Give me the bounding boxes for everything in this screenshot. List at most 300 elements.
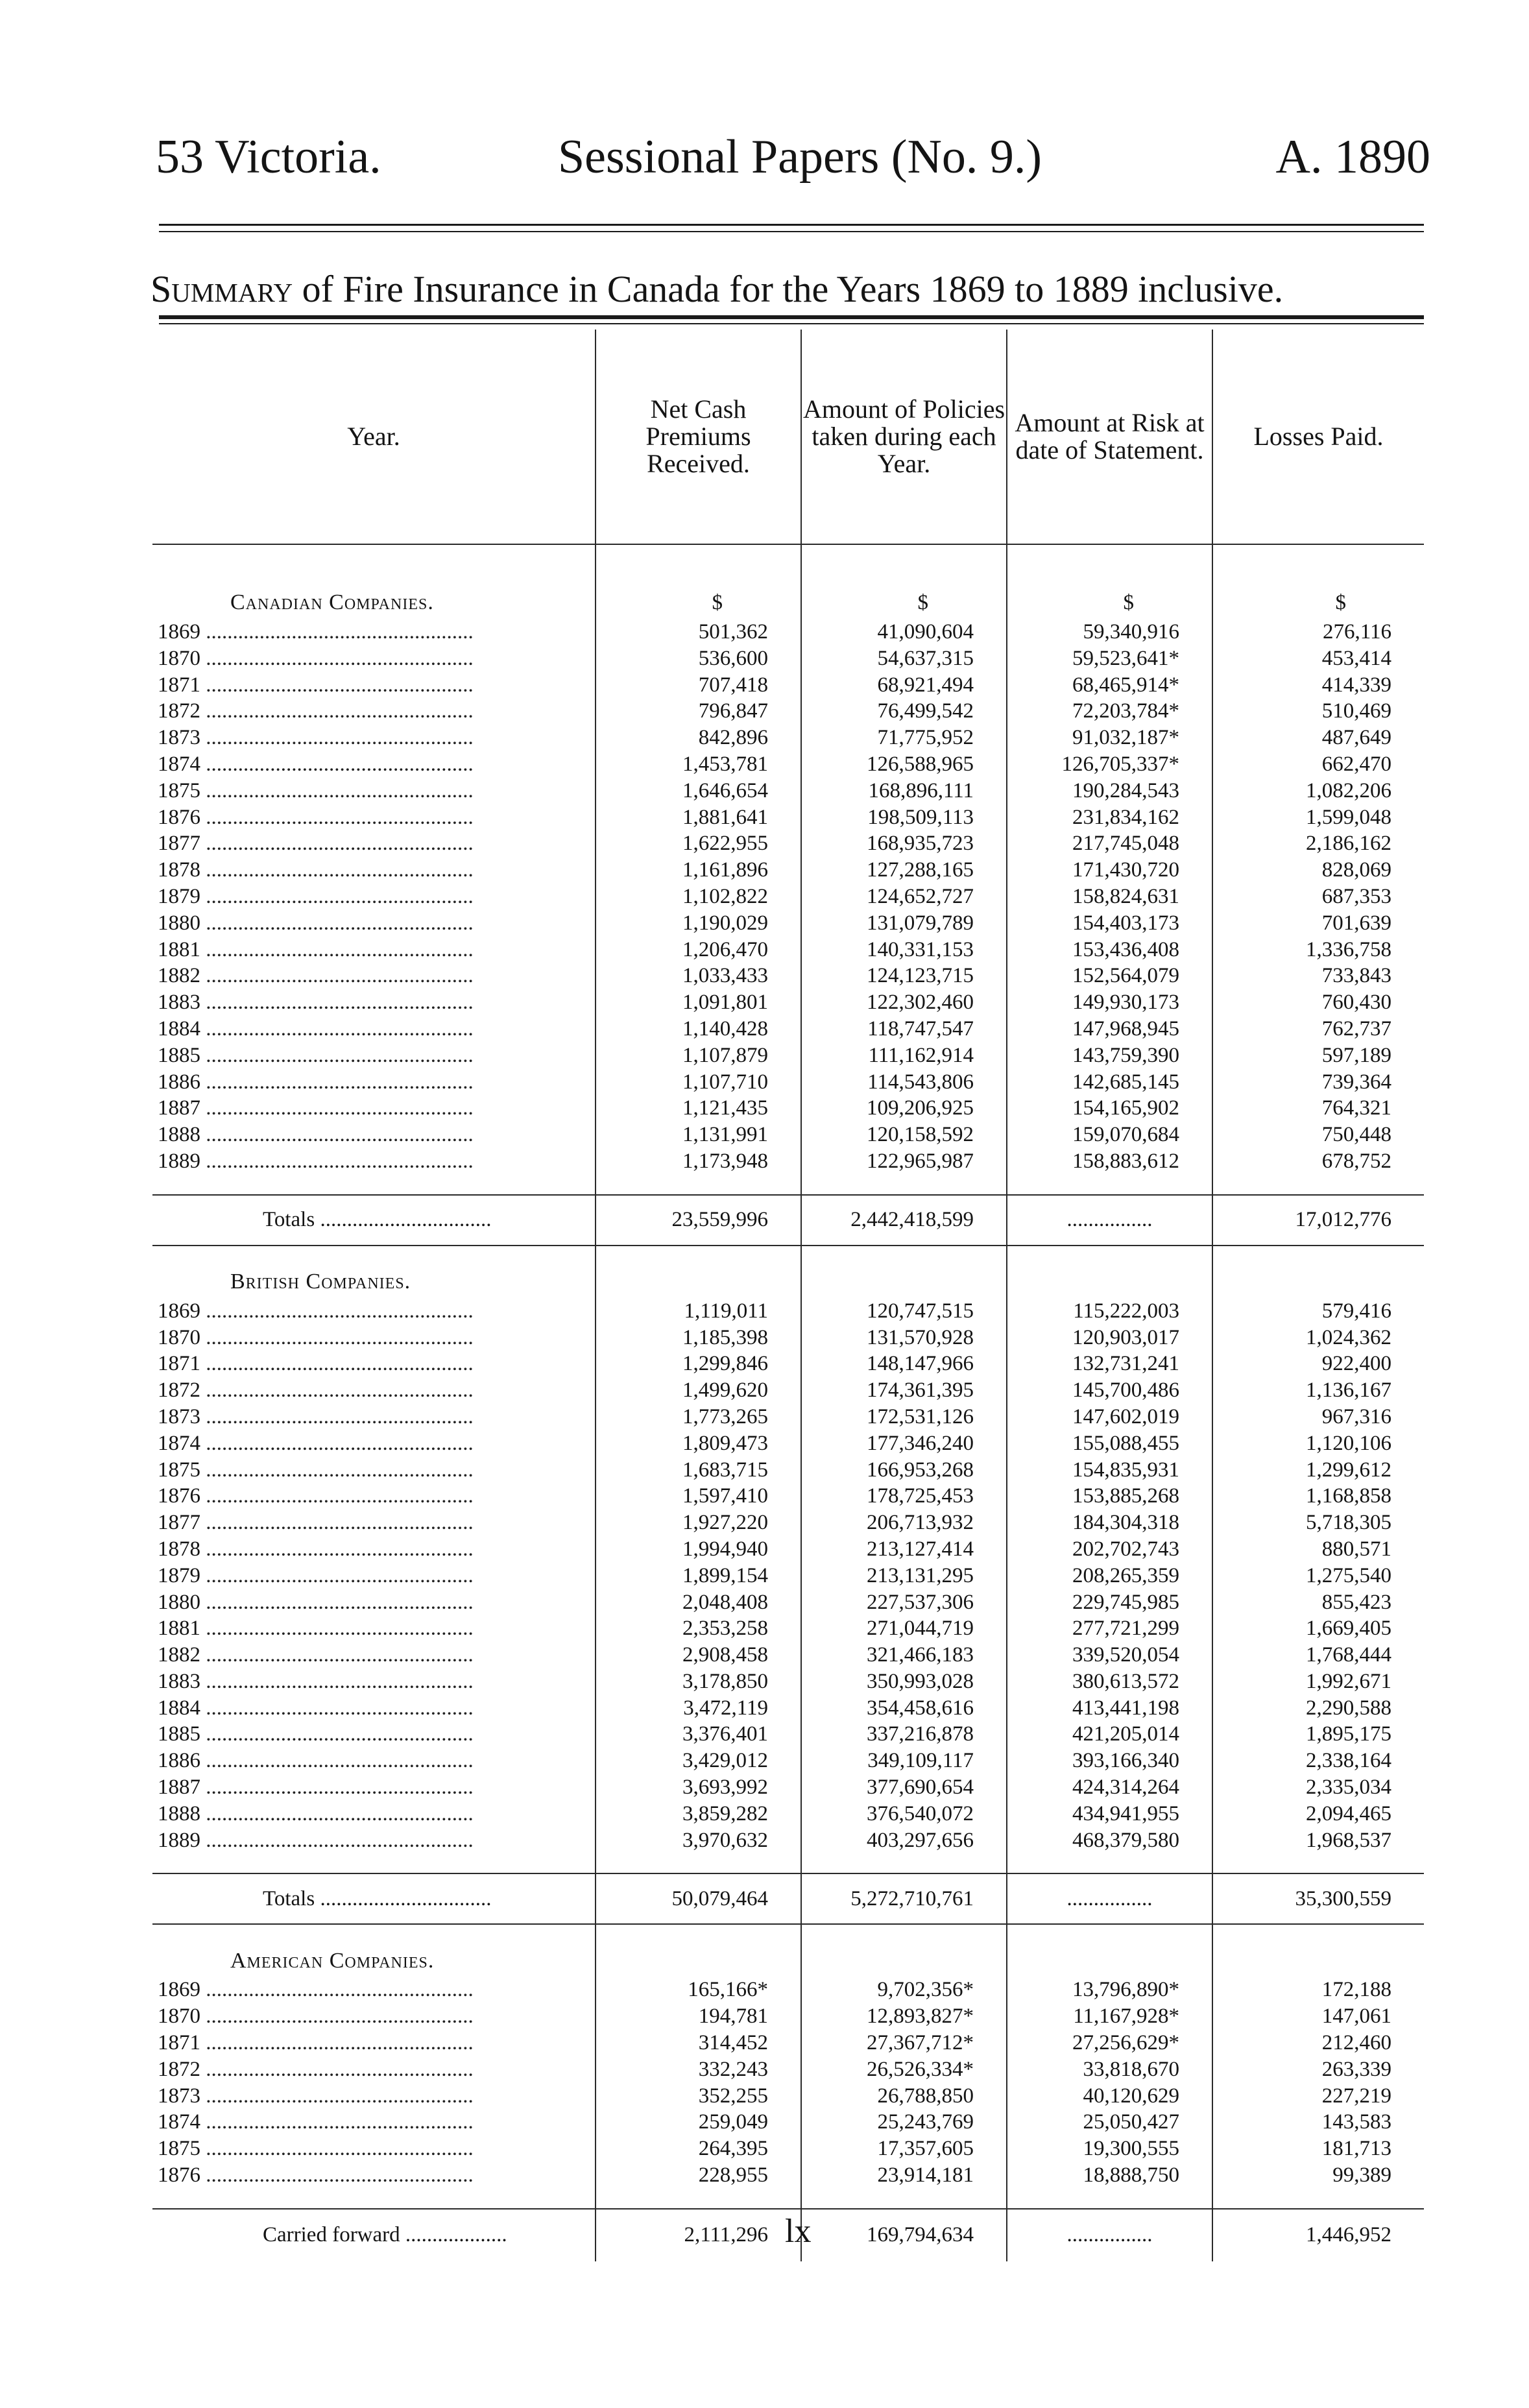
net-premiums-cell: 1,121,435 [596, 1095, 801, 1122]
policies-cell: 403,297,656 [801, 1827, 1007, 1854]
policies-cell: 354,458,616 [801, 1695, 1007, 1722]
risk-cell: 68,465,914* [1007, 672, 1212, 699]
net-premiums-cell: 3,178,850 [596, 1668, 801, 1695]
net-premiums-cell: 2,048,408 [596, 1589, 801, 1616]
total-net-premiums: 2,111,296 [596, 2209, 801, 2261]
year-cell: 1889 ..... [152, 1827, 596, 1854]
policies-cell: 206,713,932 [801, 1510, 1007, 1536]
net-premiums-cell: 194,781 [596, 2003, 801, 2030]
header-rule-top [159, 224, 1424, 226]
policies-cell: 54,637,315 [801, 645, 1007, 672]
policies-cell: 23,914,181 [801, 2162, 1007, 2189]
table-row [152, 725, 1424, 751]
policies-cell: 172,531,126 [801, 1404, 1007, 1430]
net-premiums-cell: 1,622,955 [596, 830, 801, 857]
policies-cell: 350,993,028 [801, 1668, 1007, 1695]
policies-cell: 337,216,878 [801, 1721, 1007, 1748]
risk-cell: 145,700,486 [1007, 1377, 1212, 1404]
net-premiums-cell: 1,107,710 [596, 1069, 801, 1096]
year-cell: 1875 ..... [152, 2136, 596, 2162]
net-premiums-cell: 3,859,282 [596, 1801, 801, 1827]
table-row [152, 1563, 1424, 1589]
year-cell: 1873 ..... [152, 1404, 596, 1430]
table-row [152, 937, 1424, 963]
losses-cell: 2,186,162 [1212, 830, 1424, 857]
losses-cell: 1,669,405 [1212, 1615, 1424, 1642]
year-cell: 1885 ..... [152, 1042, 596, 1069]
policies-cell: 111,162,914 [801, 1042, 1007, 1069]
year-cell: 1880 ..... [152, 910, 596, 937]
losses-cell: 99,389 [1212, 2162, 1424, 2189]
table-row [152, 1510, 1424, 1536]
risk-cell: 208,265,359 [1007, 1563, 1212, 1589]
spacer-cell [801, 1853, 1007, 1873]
losses-cell: 2,335,034 [1212, 1774, 1424, 1801]
net-premiums-cell: 1,140,428 [596, 1016, 801, 1042]
table-row [152, 1483, 1424, 1510]
risk-cell: 149,930,173 [1007, 989, 1212, 1016]
losses-cell: 739,364 [1212, 1069, 1424, 1096]
table-row [152, 1977, 1424, 2003]
table-row [152, 1801, 1424, 1827]
year-cell: 1869 ..... [152, 1298, 596, 1325]
american-section-header [152, 1924, 1424, 1977]
risk-cell: 18,888,750 [1007, 2162, 1212, 2189]
british-section-label: British Companies. [230, 1269, 411, 1294]
spacer-cell [801, 1175, 1007, 1195]
canadian-currency-policies: $ [801, 544, 1007, 619]
year-cell: 1871 ..... [152, 1351, 596, 1377]
risk-cell: 59,523,641* [1007, 645, 1212, 672]
spacer-cell [596, 1853, 801, 1873]
header-publication: Sessional Papers (No. 9.) [558, 130, 1042, 184]
net-premiums-cell: 796,847 [596, 698, 801, 725]
risk-cell: 424,314,264 [1007, 1774, 1212, 1801]
total-net-premiums: 50,079,464 [596, 1873, 801, 1924]
risk-cell: 154,403,173 [1007, 910, 1212, 937]
net-premiums-cell: 228,955 [596, 2162, 801, 2189]
risk-cell: 158,824,631 [1007, 884, 1212, 910]
year-cell: 1871 ..... [152, 672, 596, 699]
year-cell: 1874 ..... [152, 751, 596, 778]
year-cell: 1874 ..... [152, 2109, 596, 2136]
total-policies: 5,272,710,761 [801, 1873, 1007, 1924]
policies-cell: 26,788,850 [801, 2083, 1007, 2110]
net-premiums-cell: 1,173,948 [596, 1148, 801, 1175]
year-cell: 1877 ..... [152, 830, 596, 857]
net-premiums-cell: 1,809,473 [596, 1430, 801, 1457]
year-cell: 1880 ..... [152, 1589, 596, 1616]
net-premiums-cell: 707,418 [596, 672, 801, 699]
table-row [152, 751, 1424, 778]
canadian-section-header [152, 544, 1424, 619]
total-risk-placeholder: ................ [1007, 2209, 1212, 2261]
risk-cell: 202,702,743 [1007, 1536, 1212, 1563]
totals-row [152, 1873, 1424, 1924]
table-row [152, 1325, 1424, 1351]
table-row [152, 1721, 1424, 1748]
losses-cell: 453,414 [1212, 645, 1424, 672]
losses-cell: 1,168,858 [1212, 1483, 1424, 1510]
table-row [152, 1748, 1424, 1774]
table-row [152, 884, 1424, 910]
losses-cell: 212,460 [1212, 2030, 1424, 2056]
risk-cell: 155,088,455 [1007, 1430, 1212, 1457]
policies-cell: 321,466,183 [801, 1642, 1007, 1668]
table-row [152, 1457, 1424, 1484]
policies-cell: 126,588,965 [801, 751, 1007, 778]
total-losses: 35,300,559 [1212, 1873, 1424, 1924]
col-header-year: Year. [152, 330, 596, 544]
risk-cell: 231,834,162 [1007, 804, 1212, 831]
net-premiums-cell: 1,190,029 [596, 910, 801, 937]
year-cell: 1886 ..... [152, 1069, 596, 1096]
total-net-premiums: 23,559,996 [596, 1195, 801, 1246]
spacer-cell [801, 2189, 1007, 2209]
year-cell: 1885 ..... [152, 1721, 596, 1748]
policies-cell: 122,302,460 [801, 989, 1007, 1016]
canadian-currency-net: $ [596, 544, 801, 619]
policies-cell: 377,690,654 [801, 1774, 1007, 1801]
policies-cell: 168,935,723 [801, 830, 1007, 857]
policies-cell: 213,131,295 [801, 1563, 1007, 1589]
year-cell: 1879 ..... [152, 884, 596, 910]
title-lead: Summary [150, 268, 293, 310]
year-cell: 1875 ..... [152, 778, 596, 804]
spacer-row [152, 2189, 1424, 2209]
table-row [152, 910, 1424, 937]
table-row [152, 2056, 1424, 2083]
risk-cell: 142,685,145 [1007, 1069, 1212, 1096]
table-row [152, 672, 1424, 699]
canadian-currency-losses: $ [1212, 544, 1424, 619]
table-row [152, 1377, 1424, 1404]
net-premiums-cell: 536,600 [596, 645, 801, 672]
year-cell: 1869 ..... [152, 619, 596, 645]
table-row [152, 2083, 1424, 2110]
col-header-losses: Losses Paid. [1212, 330, 1424, 544]
year-cell: 1887 ..... [152, 1774, 596, 1801]
losses-cell: 2,290,588 [1212, 1695, 1424, 1722]
table-row [152, 1095, 1424, 1122]
net-premiums-cell: 1,299,846 [596, 1351, 801, 1377]
losses-cell: 2,338,164 [1212, 1748, 1424, 1774]
net-premiums-cell: 3,693,992 [596, 1774, 801, 1801]
spacer-cell [1212, 2189, 1424, 2209]
table-body [152, 544, 1424, 2261]
net-premiums-cell: 2,908,458 [596, 1642, 801, 1668]
table-row [152, 778, 1424, 804]
losses-cell: 678,752 [1212, 1148, 1424, 1175]
title-rest: of Fire Insurance in Canada for the Years 1869 to 1889 inclusive. [293, 268, 1284, 310]
risk-cell: 434,941,955 [1007, 1801, 1212, 1827]
net-premiums-cell: 314,452 [596, 2030, 801, 2056]
year-cell: 1884 ..... [152, 1016, 596, 1042]
year-cell: 1889 ..... [152, 1148, 596, 1175]
table-row [152, 1642, 1424, 1668]
american-section-label: American Companies. [230, 1948, 435, 1973]
net-premiums-cell: 3,472,119 [596, 1695, 801, 1722]
table-row [152, 1695, 1424, 1722]
policies-cell: 131,570,928 [801, 1325, 1007, 1351]
carried-forward-label: Carried forward ..... [152, 2209, 596, 2261]
policies-cell: 120,158,592 [801, 1122, 1007, 1148]
title-rule-thick [159, 315, 1424, 319]
risk-cell: 152,564,079 [1007, 963, 1212, 989]
losses-cell: 181,713 [1212, 2136, 1424, 2162]
canadian-currency-risk: $ [1007, 544, 1212, 619]
policies-cell: 131,079,789 [801, 910, 1007, 937]
losses-cell: 701,639 [1212, 910, 1424, 937]
policies-cell: 166,953,268 [801, 1457, 1007, 1484]
policies-cell: 168,896,111 [801, 778, 1007, 804]
table-row [152, 804, 1424, 831]
table-row [152, 1615, 1424, 1642]
risk-cell: 153,885,268 [1007, 1483, 1212, 1510]
losses-cell: 922,400 [1212, 1351, 1424, 1377]
net-premiums-cell: 1,119,011 [596, 1298, 801, 1325]
spacer-row [152, 1175, 1424, 1195]
year-cell: 1881 ..... [152, 937, 596, 963]
losses-cell: 1,275,540 [1212, 1563, 1424, 1589]
net-premiums-cell: 1,927,220 [596, 1510, 801, 1536]
losses-cell: 687,353 [1212, 884, 1424, 910]
losses-cell: 172,188 [1212, 1977, 1424, 2003]
table-row [152, 1430, 1424, 1457]
total-policies: 2,442,418,599 [801, 1195, 1007, 1246]
risk-cell: 277,721,299 [1007, 1615, 1212, 1642]
policies-cell: 124,652,727 [801, 884, 1007, 910]
risk-cell: 120,903,017 [1007, 1325, 1212, 1351]
losses-cell: 1,992,671 [1212, 1668, 1424, 1695]
policies-cell: 349,109,117 [801, 1748, 1007, 1774]
total-losses: 17,012,776 [1212, 1195, 1424, 1246]
table-row [152, 1827, 1424, 1854]
spacer-cell [596, 2189, 801, 2209]
year-cell: 1881 ..... [152, 1615, 596, 1642]
policies-cell: 177,346,240 [801, 1430, 1007, 1457]
year-cell: 1884 ..... [152, 1695, 596, 1722]
losses-cell: 263,339 [1212, 2056, 1424, 2083]
policies-cell: 227,537,306 [801, 1589, 1007, 1616]
spacer-cell [152, 1175, 596, 1195]
losses-cell: 2,094,465 [1212, 1801, 1424, 1827]
policies-cell: 174,361,395 [801, 1377, 1007, 1404]
year-cell: 1877 ..... [152, 1510, 596, 1536]
totals-label: Totals ..... [152, 1873, 596, 1924]
table-row [152, 645, 1424, 672]
table-row [152, 1016, 1424, 1042]
risk-cell: 158,883,612 [1007, 1148, 1212, 1175]
spacer-cell [1007, 2189, 1212, 2209]
year-cell: 1887 ..... [152, 1095, 596, 1122]
risk-cell: 91,032,187* [1007, 725, 1212, 751]
totals-label: Totals ..... [152, 1195, 596, 1246]
net-premiums-cell: 3,970,632 [596, 1827, 801, 1854]
policies-cell: 9,702,356* [801, 1977, 1007, 2003]
net-premiums-cell: 1,994,940 [596, 1536, 801, 1563]
year-cell: 1869 ..... [152, 1977, 596, 2003]
losses-cell: 487,649 [1212, 725, 1424, 751]
risk-cell: 132,731,241 [1007, 1351, 1212, 1377]
net-premiums-cell: 1,206,470 [596, 937, 801, 963]
losses-cell: 880,571 [1212, 1536, 1424, 1563]
year-cell: 1883 ..... [152, 1668, 596, 1695]
losses-cell: 1,120,106 [1212, 1430, 1424, 1457]
risk-cell: 143,759,390 [1007, 1042, 1212, 1069]
losses-cell: 1,082,206 [1212, 778, 1424, 804]
losses-cell: 1,299,612 [1212, 1457, 1424, 1484]
policies-cell: 25,243,769 [801, 2109, 1007, 2136]
american-currency-risk [1007, 1924, 1212, 1977]
header-session: 53 Victoria. [156, 130, 381, 184]
spacer-cell [1212, 1853, 1424, 1873]
risk-cell: 153,436,408 [1007, 937, 1212, 963]
page-number: lx [785, 2213, 812, 2250]
american-currency-policies [801, 1924, 1007, 1977]
losses-cell: 276,116 [1212, 619, 1424, 645]
losses-cell: 579,416 [1212, 1298, 1424, 1325]
year-cell: 1874 ..... [152, 1430, 596, 1457]
policies-cell: 27,367,712* [801, 2030, 1007, 2056]
header-year: A. 1890 [1275, 130, 1430, 184]
policies-cell: 12,893,827* [801, 2003, 1007, 2030]
losses-cell: 662,470 [1212, 751, 1424, 778]
net-premiums-cell: 165,166* [596, 1977, 801, 2003]
risk-cell: 217,745,048 [1007, 830, 1212, 857]
net-premiums-cell: 1,597,410 [596, 1483, 801, 1510]
british-currency-policies [801, 1246, 1007, 1298]
risk-cell: 59,340,916 [1007, 619, 1212, 645]
policies-cell: 148,147,966 [801, 1351, 1007, 1377]
spacer-cell [152, 2189, 596, 2209]
year-cell: 1876 ..... [152, 1483, 596, 1510]
year-cell: 1882 ..... [152, 963, 596, 989]
spacer-cell [596, 1175, 801, 1195]
british-section-header [152, 1246, 1424, 1298]
losses-cell: 1,599,048 [1212, 804, 1424, 831]
table-row [152, 1351, 1424, 1377]
table-row [152, 619, 1424, 645]
net-premiums-cell: 501,362 [596, 619, 801, 645]
net-premiums-cell: 352,255 [596, 2083, 801, 2110]
net-premiums-cell: 3,429,012 [596, 1748, 801, 1774]
spacer-cell [1007, 1175, 1212, 1195]
policies-cell: 271,044,719 [801, 1615, 1007, 1642]
losses-cell: 733,843 [1212, 963, 1424, 989]
year-cell: 1870 ..... [152, 645, 596, 672]
spacer-cell [152, 1853, 596, 1873]
policies-cell: 26,526,334* [801, 2056, 1007, 2083]
risk-cell: 126,705,337* [1007, 751, 1212, 778]
policies-cell: 127,288,165 [801, 857, 1007, 884]
policies-cell: 17,357,605 [801, 2136, 1007, 2162]
policies-cell: 68,921,494 [801, 672, 1007, 699]
risk-cell: 40,120,629 [1007, 2083, 1212, 2110]
year-cell: 1876 ..... [152, 804, 596, 831]
table-row [152, 857, 1424, 884]
policies-cell: 120,747,515 [801, 1298, 1007, 1325]
losses-cell: 855,423 [1212, 1589, 1424, 1616]
col-header-policies: Amount of Policies taken during each Year. [801, 330, 1007, 544]
risk-cell: 27,256,629* [1007, 2030, 1212, 2056]
spacer-row [152, 1853, 1424, 1873]
year-cell: 1878 ..... [152, 1536, 596, 1563]
british-currency-losses [1212, 1246, 1424, 1298]
losses-cell: 1,768,444 [1212, 1642, 1424, 1668]
risk-cell: 159,070,684 [1007, 1122, 1212, 1148]
table-title [150, 267, 1428, 311]
losses-cell: 597,189 [1212, 1042, 1424, 1069]
year-cell: 1879 ..... [152, 1563, 596, 1589]
net-premiums-cell: 264,395 [596, 2136, 801, 2162]
table-row [152, 1042, 1424, 1069]
american-currency-net [596, 1924, 801, 1977]
net-premiums-cell: 1,646,654 [596, 778, 801, 804]
net-premiums-cell: 259,049 [596, 2109, 801, 2136]
total-policies: 169,794,634 [801, 2209, 1007, 2261]
losses-cell: 1,024,362 [1212, 1325, 1424, 1351]
net-premiums-cell: 1,453,781 [596, 751, 801, 778]
table-row [152, 1148, 1424, 1175]
policies-cell: 376,540,072 [801, 1801, 1007, 1827]
policies-cell: 41,090,604 [801, 619, 1007, 645]
risk-cell: 468,379,580 [1007, 1827, 1212, 1854]
american-currency-losses [1212, 1924, 1424, 1977]
risk-cell: 25,050,427 [1007, 2109, 1212, 2136]
risk-cell: 72,203,784* [1007, 698, 1212, 725]
risk-cell: 154,835,931 [1007, 1457, 1212, 1484]
risk-cell: 190,284,543 [1007, 778, 1212, 804]
british-currency-risk [1007, 1246, 1212, 1298]
risk-cell: 147,602,019 [1007, 1404, 1212, 1430]
net-premiums-cell: 1,773,265 [596, 1404, 801, 1430]
net-premiums-cell: 1,881,641 [596, 804, 801, 831]
losses-cell: 762,737 [1212, 1016, 1424, 1042]
risk-cell: 171,430,720 [1007, 857, 1212, 884]
year-cell: 1872 ..... [152, 2056, 596, 2083]
table-row [152, 2003, 1424, 2030]
net-premiums-cell: 1,185,398 [596, 1325, 801, 1351]
year-cell: 1870 ..... [152, 2003, 596, 2030]
year-cell: 1872 ..... [152, 1377, 596, 1404]
policies-cell: 118,747,547 [801, 1016, 1007, 1042]
policies-cell: 140,331,153 [801, 937, 1007, 963]
risk-cell: 393,166,340 [1007, 1748, 1212, 1774]
net-premiums-cell: 1,131,991 [596, 1122, 801, 1148]
year-cell: 1883 ..... [152, 989, 596, 1016]
table-row [152, 1122, 1424, 1148]
risk-cell: 229,745,985 [1007, 1589, 1212, 1616]
losses-cell: 227,219 [1212, 2083, 1424, 2110]
year-cell: 1876 ..... [152, 2162, 596, 2189]
totals-row [152, 1195, 1424, 1246]
year-cell: 1888 ..... [152, 1122, 596, 1148]
policies-cell: 122,965,987 [801, 1148, 1007, 1175]
losses-cell: 510,469 [1212, 698, 1424, 725]
running-header [156, 130, 1430, 201]
policies-cell: 213,127,414 [801, 1536, 1007, 1563]
total-losses: 1,446,952 [1212, 2209, 1424, 2261]
net-premiums-cell: 1,102,822 [596, 884, 801, 910]
col-header-risk: Amount at Risk at date of Statement. [1007, 330, 1212, 544]
net-premiums-cell: 1,033,433 [596, 963, 801, 989]
policies-cell: 198,509,113 [801, 804, 1007, 831]
spacer-cell [1212, 1175, 1424, 1195]
policies-cell: 109,206,925 [801, 1095, 1007, 1122]
table-row [152, 698, 1424, 725]
net-premiums-cell: 1,499,620 [596, 1377, 801, 1404]
